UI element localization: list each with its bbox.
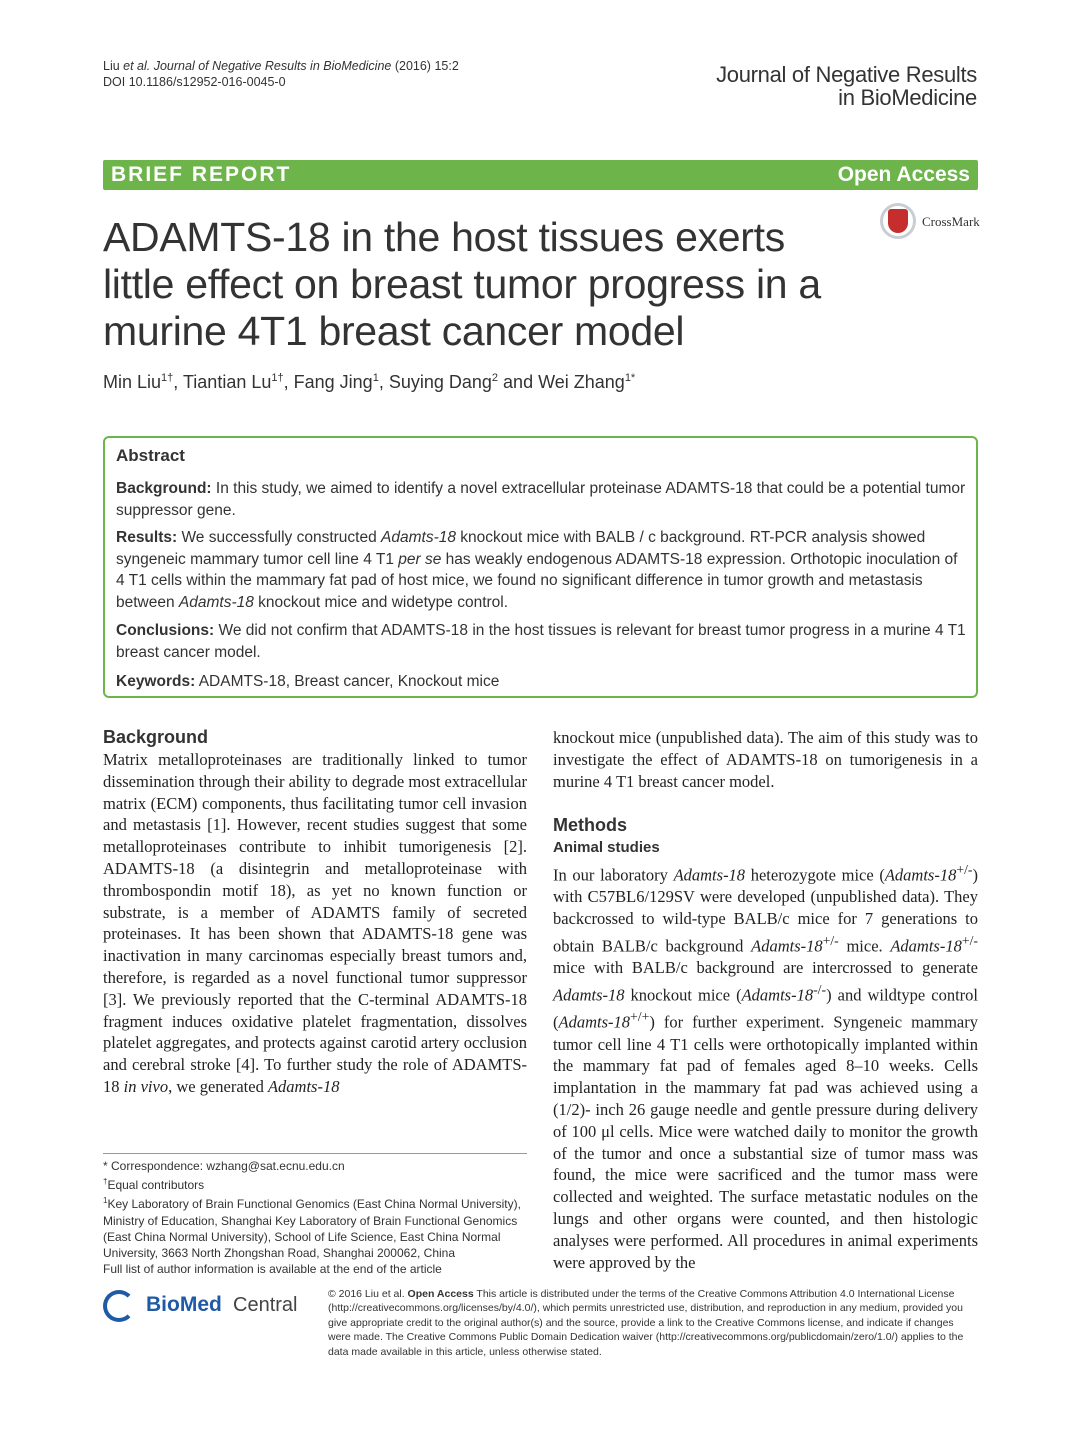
author[interactable]: Min Liu — [103, 372, 162, 392]
methods-paragraph: In our laboratory Adamts-18 heterozygote mice (Adamts-18+/-) with C57BL6/129SV were developed (unpublished data). They backcrossed to wild-type BALB/c mice for 7 generations to obtain BALB/c background Adamts-18+/- mice. Adamts-18+/- mice with BALB/c background are intercrossed to generate Adamts-18 knockout mice (Adamts-18-/-) and wildtype control (Adamts-18+/+) for further experiment. Syngeneic mammary tumor cell line 4 T1 cells were orthotopically implanted within the mammary fat pad of females aged 8–10 weeks. Cells implantation in the mammary fat pad was achieved using a (1/2)- inch 26 gauge needle and gentle pressure during delivery of 100 μl cells. Mice were watched daily to monitor the growth of the tumor and once a substantial size of tumor mass was found, the mice were sacrificed and the tumor mass were collected and weighted. The surface metastatic nodules on the lungs and other organs were counted, and then histologic analyses were performed. All procedures in animal experiments were approved by the — [553, 862, 978, 1272]
crossmark-button[interactable] — [880, 203, 990, 243]
abstract-heading: Abstract — [116, 446, 185, 465]
author-affiliation-mark: 1 — [372, 372, 379, 384]
abstract-keywords: Keywords: ADAMTS-18, Breast cancer, Knockout mice — [116, 673, 500, 690]
subsection-heading-animal-studies: Animal studies — [553, 839, 660, 856]
doi[interactable]: DOI 10.1186/s12952-016-0045-0 — [103, 75, 286, 89]
citation-authors: Liu — [103, 59, 124, 73]
article-type-label: BRIEF REPORT — [111, 163, 292, 186]
author[interactable]: Fang Jing — [293, 372, 373, 392]
affiliation-note: $^1$Key Laboratory of Brain Functional Genomics (East China Normal University), Ministry of Education, Shanghai Key Laboratory of Brain Functional Genomics (East China Normal University), School of Life Science, East China Normal University, 3663 North Zhongshan Road, Shanghai 200062, China — [103, 1196, 521, 1261]
abstract-box — [103, 436, 978, 698]
license-statement: © 2016 Liu et al. Open Access This article is distributed under the terms of the Creative Commons Attribution 4.0 International License (http://creativecommons.org/licenses/by/4.0/), which permits unrestricted use, distribution, and reproduction in any medium, provided you give appropriate credit to the original author(s) and the source, provide a link to the Creative Commons license, and indicate if changes were made. The Creative Commons Public Domain Dedication waiver (http://creativecommons.org/publicdomain/zero/1.0/) applies to the data made available in this article, unless otherwise stated. — [328, 1288, 964, 1358]
author-affiliation-mark: 1* — [624, 372, 636, 384]
logo-text-biomed: BioMed — [146, 1293, 222, 1316]
open-access-label: Open Access — [837, 163, 970, 186]
crossmark-bookmark-icon — [888, 209, 908, 233]
author[interactable]: Tiantian Lu — [182, 372, 272, 392]
section-heading-methods: Methods — [553, 815, 627, 835]
citation-journal: et al. Journal of Negative Results in BioMedicine — [123, 59, 392, 73]
citation-line — [103, 58, 459, 74]
footnote-divider — [103, 1153, 527, 1154]
article-title: ADAMTS-18 in the host tissues exerts little effect on breast tumor progress in a murine 4T1 breast cancer model — [103, 214, 821, 354]
biomed-central-logo[interactable] — [103, 1290, 313, 1326]
background-paragraph: Matrix metalloproteinases are traditionally linked to tumor dissemination through their ability to degrade most extracellular matrix (ECM) components, thus facilitating tumor cell invasion and metastasis [1]. However, recent studies suggest that some metalloproteinases contribute to inhibit tumorigenesis [2]. ADAMTS-18 (a disintegrin and metalloproteinase with thrombospondin motif 18), as yet no known function or substrate, is a member of ADAMTS family of secreted proteinases. It has been shown that ADAMTS-18 gene was inactivation in many carcinomas especially breast tumors and, therefore, is regarded as a novel functional tumor suppressor [3]. We previously reported that the C-terminal ADAMTS-18 fragment induces oxidative platelet fragmentation, dissolves platelet aggregates, and protects against carotid artery occlusion and cerebral stroke [4]. To further study the role of ADAMTS-18 in vivo, we generated Adamts-18 — [103, 750, 527, 1096]
author-affiliation-mark: 1† — [161, 372, 174, 384]
section-heading-background: Background — [103, 727, 209, 747]
article-type-banner — [103, 160, 978, 190]
abstract-background: Background: In this study, we aimed to identify a novel extracellular proteinase ADAMTS-18 that could be a potential tumor suppressor gene. — [116, 480, 966, 519]
abstract-conclusions: Conclusions: We did not confirm that ADAMTS-18 in the host tissues is relevant for breast tumor progress in a murine 4 T1 breast cancer model. — [116, 622, 966, 661]
author[interactable]: Suying Dang — [388, 372, 492, 392]
author[interactable]: Wei Zhang — [538, 372, 625, 392]
logo-text-central: Central — [233, 1294, 298, 1316]
author-info-note: Full list of author information is available at the end of the article — [103, 1262, 442, 1277]
author-affiliation-mark: 1† — [271, 372, 284, 384]
correspondence-note[interactable]: * Correspondence: wzhang@sat.ecnu.edu.cn — [103, 1159, 345, 1173]
intro-continuation: knockout mice (unpublished data). The aim of this study was to investigate the effect of ADAMTS-18 on tumorigenesis in a murine 4 T1 breast cancer model. — [553, 728, 978, 791]
journal-name-line1: Journal of Negative Results — [716, 62, 977, 87]
crossmark-label: CrossMark — [922, 214, 980, 229]
biomed-central-ring-icon — [103, 1290, 135, 1322]
journal-name-line2: in BioMedicine — [838, 85, 977, 110]
equal-contributors-note: †Equal contributors — [103, 1177, 205, 1193]
journal-name — [716, 63, 977, 109]
author-list: Min Liu$^{1\dagger}$, Tiantian $Lu^{1\dagger}$, Fang Jing$^1$, Suying Dang$^2$ and Wei Zhang$^{1*}$ — [103, 372, 636, 392]
citation-header — [103, 58, 459, 90]
author-affiliation-mark: 2 — [491, 372, 499, 384]
abstract-results: Results: We successfully constructed Adamts-18 knockout mice with BALB / c background. RT-PCR analysis showed syngeneic mammary tumor cell line 4 T1 per se has weakly endogenous ADAMTS-18 expression. Orthotopic inoculation of 4 T1 cells within the mammary fat pad of host mice, we found no significant difference in tumor growth and metastasis between Adamts-18 knockout mice and widetype control. — [116, 529, 958, 611]
footnotes — [103, 1158, 533, 1277]
citation-year: (2016) 15:2 — [391, 59, 459, 73]
